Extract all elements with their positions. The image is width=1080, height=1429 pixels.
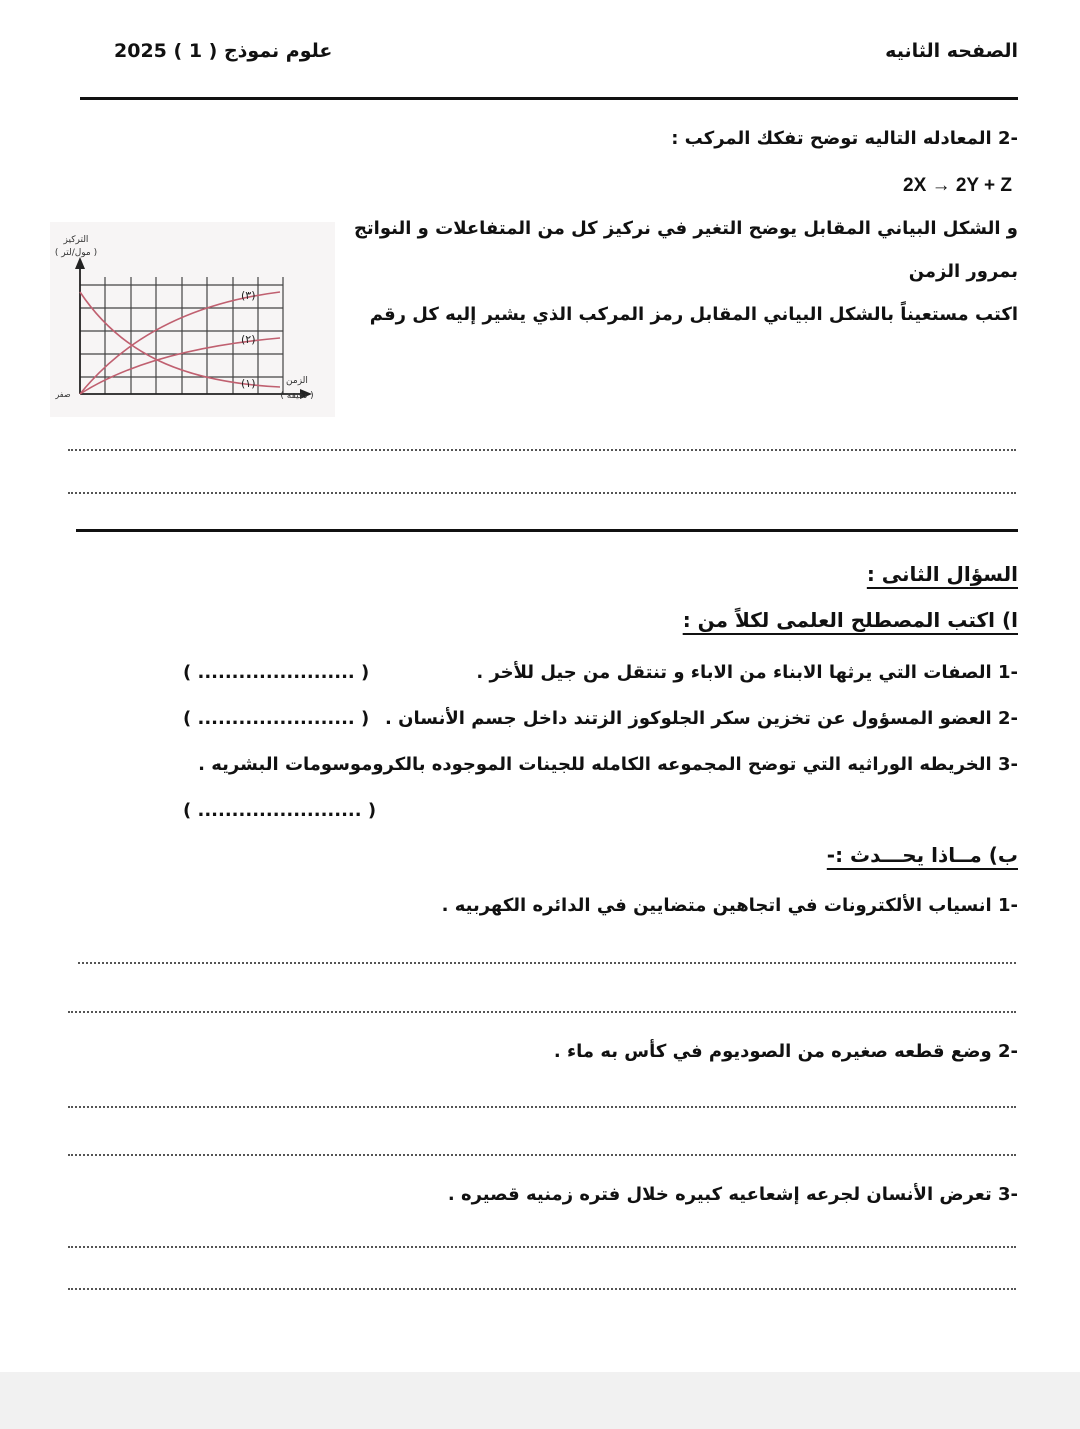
answer-line [68,1246,1016,1248]
what-happens-item-2: -2 وضع قطعه صغيره من الصوديوم في كأس به ماء . [553,1041,1018,1062]
q2-line1: و الشكل البياني المقابل يوضح التغير في نركيز كل من المتفاعلات و النواتج [353,218,1018,239]
chemical-equation: 2X → 2Y + Z [903,175,1012,196]
what-happens-item-3: -3 تعرض الأنسان لجرعه إشعاعيه كبيره خلال فتره زمنيه قصيره . [447,1184,1018,1205]
what-happens-item-1: -1 انسياب الألكترونات في اتجاهين متضايين في الدائره الكهربيه . [441,895,1018,916]
origin-label: صفر [55,390,71,399]
term-blank-1[interactable]: ( ....................... ) [183,662,370,683]
y-axis-unit: ( مول/لتر ) [54,248,98,258]
concentration-time-graph [50,222,335,417]
term-item-2: -2 العضو المسؤول عن تخزين سكر الجلوكوز الزتند داخل جسم الأنسان . [385,708,1018,729]
answer-line [68,449,1016,451]
term-item-1: -1 الصفات التي يرثها الابناء من الاباء و تنتقل من جيل للأخر . [476,662,1018,683]
term-blank-3[interactable]: ( ........................ ) [183,800,377,821]
section2-title: السؤال الثانى : [866,562,1018,586]
section-divider [76,529,1018,532]
q2-line3: اكتب مستعيناً بالشكل البياني المقابل رمز المركب الذي يشير إليه كل رقم [369,304,1018,325]
curve-label-2: (٢) [241,333,256,346]
q2-title: -2 المعادله التاليه توضح تفكك المركب : [671,128,1018,149]
answer-line [68,1288,1016,1290]
q2-line2: بمرور الزمن [908,261,1018,282]
header-divider [80,97,1018,100]
x-axis-unit: ( دقيقة ) [280,391,314,401]
answer-line [68,1154,1016,1156]
answer-line [68,492,1016,494]
part-a-title: ا) اكتب المصطلح العلمى لكلاً من : [682,608,1018,632]
curve-label-3: (٣) [241,289,256,302]
page-bottom-band [0,1372,1080,1429]
y-axis-label: التركيز [63,235,89,245]
part-b-title: ب) مــاذا يحـــدث :- [826,843,1018,867]
answer-line [68,1011,1016,1013]
model-label: علوم نموذج ( 1 ) 2025 [114,40,333,62]
answer-line [78,962,1016,964]
page-label: الصفحه الثانيه [885,40,1018,62]
curve-label-1: (١) [241,377,256,390]
x-axis-label: الزمن [286,376,308,386]
term-blank-2[interactable]: ( ....................... ) [183,708,370,729]
answer-line [68,1106,1016,1108]
term-item-3: -3 الخريطه الوراثيه التي توضح المجموعه الكامله للجينات الموجوده بالكروموسومات البشريه . [198,754,1018,775]
